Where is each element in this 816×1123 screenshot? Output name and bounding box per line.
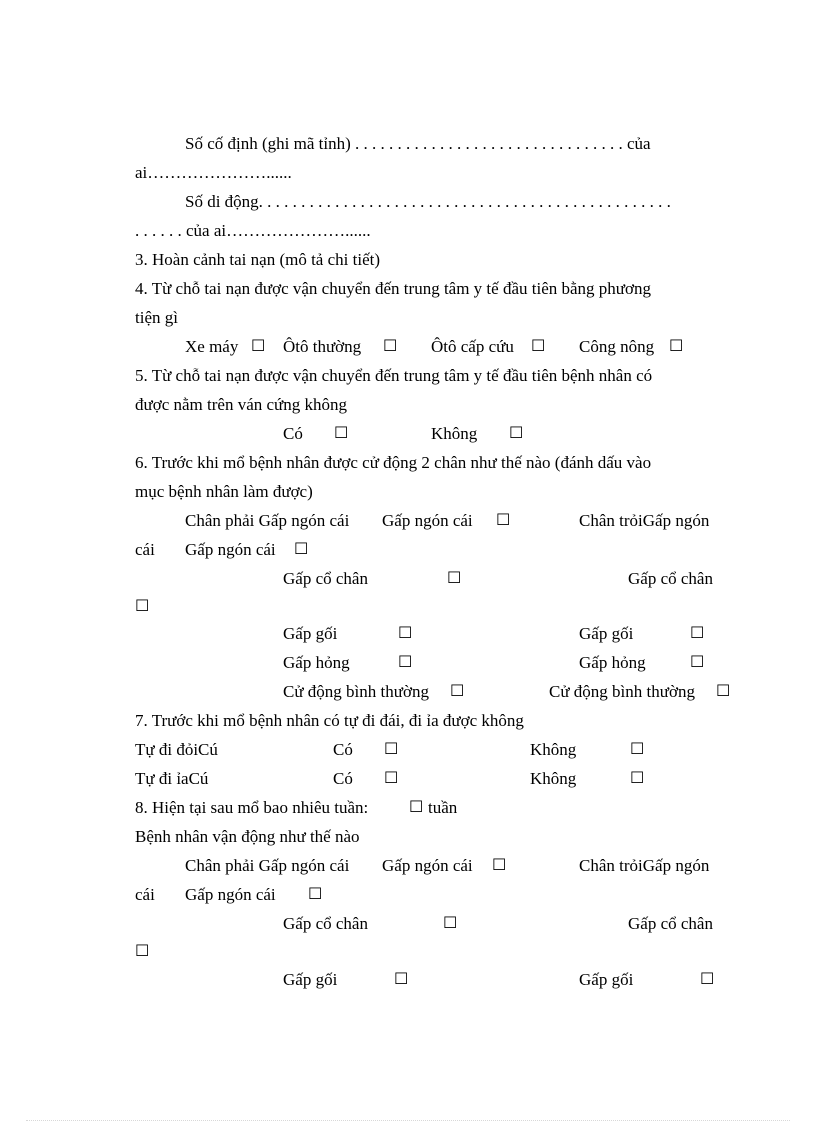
q8-right-ankle-checkbox[interactable]: ☐ <box>443 913 458 932</box>
q7-defecate-label: Tự đi ỉaCú <box>135 769 209 788</box>
q8-left-big-toe-label: Gấp ngón cái <box>185 885 276 904</box>
q5-no-checkbox[interactable]: ☐ <box>509 423 524 442</box>
q6-left-ankle-checkbox[interactable]: ☐ <box>135 596 150 615</box>
question-8: 8. Hiện tại sau mổ bao nhiêu tuần: <box>135 798 369 817</box>
q6-left-knee-checkbox[interactable]: ☐ <box>690 623 705 642</box>
q6-right-normal-label: Cử động bình thường <box>283 682 429 701</box>
q6-right-knee-checkbox[interactable]: ☐ <box>398 623 413 642</box>
option-car-checkbox[interactable]: ☐ <box>383 336 398 355</box>
q8-left-leg-label: Chân trỏiGấp ngón <box>579 856 710 875</box>
fixed-phone-line: Số cố định (ghi mã tỉnh) . . . . . . . . . . . . . . . . . . . . . . . . . . . . . . . . của <box>185 134 651 153</box>
q8-cai-label: cái <box>135 885 155 904</box>
question-3: 3. Hoàn cảnh tai nạn (mô tả chi tiết) <box>135 250 380 269</box>
q8-right-knee-label: Gấp gối <box>283 970 338 989</box>
q7-urinate-yes-label: Có <box>333 740 353 759</box>
option-car-label: Ôtô thường <box>283 337 362 356</box>
fixed-phone-owner: ai…………………...... <box>135 163 292 182</box>
q8-left-ankle-label: Gấp cổ chân <box>628 914 713 933</box>
q6-right-normal-checkbox[interactable]: ☐ <box>450 681 465 700</box>
q6-left-leg-label: Chân trỏiGấp ngón <box>579 511 710 530</box>
q7-defecate-no-checkbox[interactable]: ☐ <box>630 768 645 787</box>
option-ambulance-checkbox[interactable]: ☐ <box>531 336 546 355</box>
q6-right-ankle-checkbox[interactable]: ☐ <box>447 568 462 587</box>
q8-left-ankle-checkbox[interactable]: ☐ <box>135 941 150 960</box>
q8-right-leg-label: Chân phải Gấp ngón cái <box>185 856 350 875</box>
q6-right-hip-label: Gấp hỏng <box>283 653 350 672</box>
q8-big-toe-label: Gấp ngón cái <box>382 856 473 875</box>
question-6-line2: mục bệnh nhân làm được) <box>135 482 313 501</box>
mobile-phone-line: Số di động. . . . . . . . . . . . . . . . . . . . . . . . . . . . . . . . . . . . . . . . . . . . . . . . . <box>185 192 671 211</box>
q6-left-normal-label: Cử động bình thường <box>549 682 695 701</box>
option-ambulance-label: Ôtô cấp cứu <box>431 337 514 356</box>
q7-defecate-yes-label: Có <box>333 769 353 788</box>
q8-left-knee-label: Gấp gối <box>579 970 634 989</box>
question-6-line1: 6. Trước khi mổ bệnh nhân được cử động 2 chân như thế nào (đánh dấu vào <box>135 453 652 472</box>
q8-right-knee-checkbox[interactable]: ☐ <box>394 969 409 988</box>
q6-right-leg-label: Chân phải Gấp ngón cái <box>185 511 350 530</box>
question-4-line1: 4. Từ chỗ tai nạn được vận chuyển đến trung tâm y tế đầu tiên bằng phương <box>135 279 651 298</box>
question-7: 7. Trước khi mổ bệnh nhân có tự đi đái, đi ỉa được không <box>135 711 524 730</box>
question-5-line2: được nằm trên ván cứng không <box>135 395 348 414</box>
q7-urinate-yes-checkbox[interactable]: ☐ <box>384 739 399 758</box>
q7-urinate-label: Tự đi đỏiCú <box>135 740 218 759</box>
q7-urinate-no-checkbox[interactable]: ☐ <box>630 739 645 758</box>
q8-left-big-toe-checkbox[interactable]: ☐ <box>308 884 323 903</box>
q8-right-ankle-label: Gấp cổ chân <box>283 914 368 933</box>
q6-left-ankle-label: Gấp cổ chân <box>628 569 713 588</box>
q5-yes-label: Có <box>283 424 303 443</box>
q6-left-big-toe-label: Gấp ngón cái <box>185 540 276 559</box>
option-tractor-label: Công nông <box>579 337 655 356</box>
mobile-phone-owner: . . . . . . của ai…………………...... <box>135 221 371 240</box>
q5-yes-checkbox[interactable]: ☐ <box>334 423 349 442</box>
q8-weeks-label: tuần <box>428 798 458 817</box>
q6-right-big-toe-checkbox[interactable]: ☐ <box>496 510 511 529</box>
q6-right-knee-label: Gấp gối <box>283 624 338 643</box>
q6-left-hip-label: Gấp hỏng <box>579 653 646 672</box>
option-motorbike-label: Xe máy <box>185 337 239 356</box>
question-5-line1: 5. Từ chỗ tai nạn được vận chuyển đến trung tâm y tế đầu tiên bệnh nhân có <box>135 366 653 385</box>
q6-right-ankle-label: Gấp cổ chân <box>283 569 368 588</box>
q7-defecate-yes-checkbox[interactable]: ☐ <box>384 768 399 787</box>
q8-right-big-toe-checkbox[interactable]: ☐ <box>492 855 507 874</box>
q5-no-label: Không <box>431 424 478 443</box>
question-4-line2: tiện gì <box>135 308 178 327</box>
page-bottom-divider <box>26 1120 790 1121</box>
q6-left-knee-label: Gấp gối <box>579 624 634 643</box>
option-tractor-checkbox[interactable]: ☐ <box>669 336 684 355</box>
q6-left-big-toe-checkbox[interactable]: ☐ <box>294 539 309 558</box>
q6-left-normal-checkbox[interactable]: ☐ <box>716 681 731 700</box>
q6-cai-label: cái <box>135 540 155 559</box>
q8-weeks-checkbox[interactable]: ☐ <box>409 797 424 816</box>
q7-defecate-no-label: Không <box>530 769 577 788</box>
q8-left-knee-checkbox[interactable]: ☐ <box>700 969 715 988</box>
option-motorbike-checkbox[interactable]: ☐ <box>251 336 266 355</box>
q7-urinate-no-label: Không <box>530 740 577 759</box>
q6-right-hip-checkbox[interactable]: ☐ <box>398 652 413 671</box>
q6-left-hip-checkbox[interactable]: ☐ <box>690 652 705 671</box>
q8-movement-label: Bệnh nhân vận động như thế nào <box>135 827 360 846</box>
q6-big-toe-label: Gấp ngón cái <box>382 511 473 530</box>
